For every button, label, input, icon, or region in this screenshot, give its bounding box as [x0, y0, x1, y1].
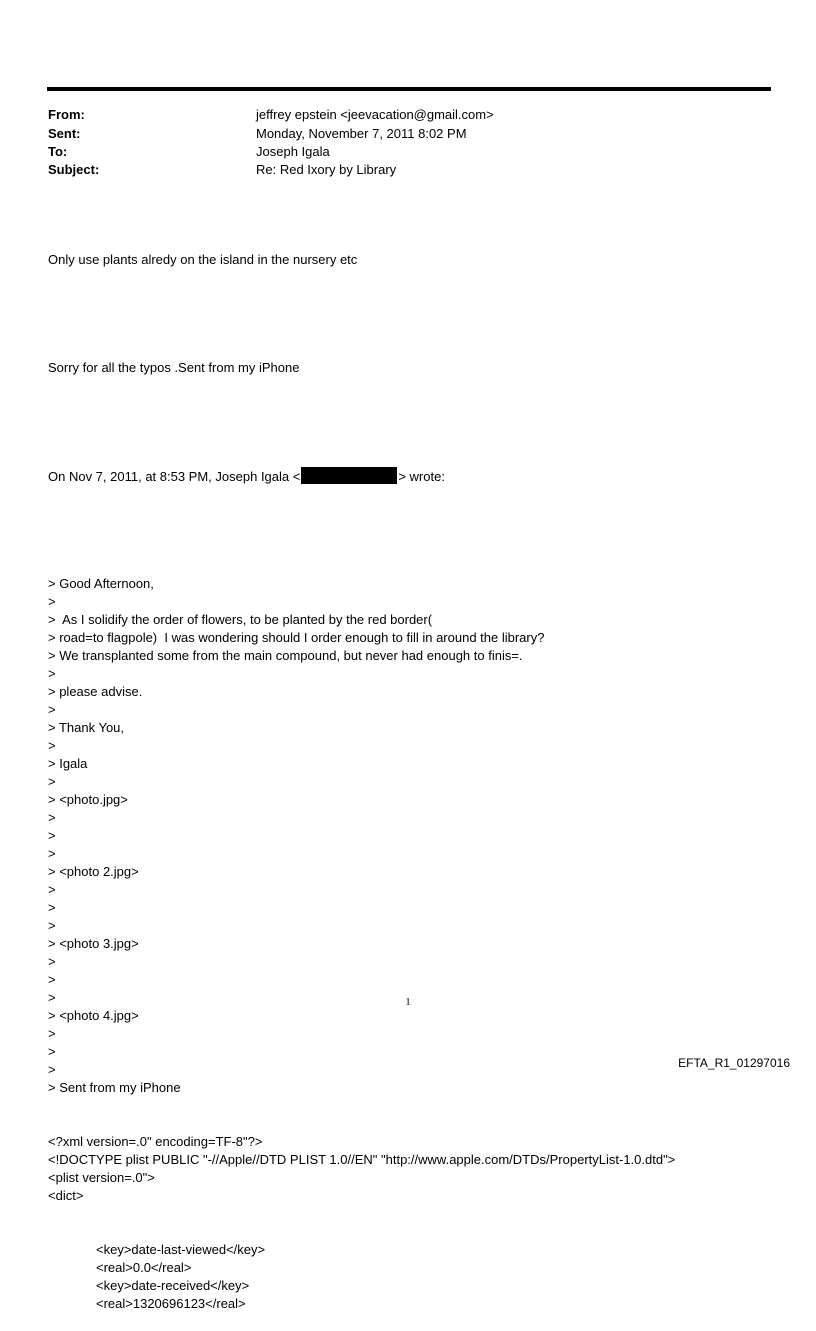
xml-line: <!DOCTYPE plist PUBLIC "-//Apple//DTD PLIST 1.0//EN" "http://www.apple.com/DTDs/PropertyList-1.0.dtd"> [48, 1152, 676, 1167]
quoted-line: > [48, 666, 56, 681]
email-body [48, 215, 748, 1331]
xml-line: <real>0.0</real> [96, 1260, 192, 1275]
quoted-line: > <photo 4.jpg> [48, 1008, 139, 1023]
quoted-line: > [48, 594, 56, 609]
quoted-line: > [48, 882, 56, 897]
wrote-prefix: On Nov 7, 2011, at 8:53 PM, Joseph Igala < [48, 469, 301, 484]
quoted-line: > [48, 918, 56, 933]
quoted-line: > Good Afternoon, [48, 576, 154, 591]
redaction-box [301, 467, 397, 484]
from-label: From: [48, 107, 85, 122]
quoted-line: > Igala [48, 756, 88, 771]
xml-line: <dict> [48, 1188, 84, 1203]
quoted-line: > [48, 738, 56, 753]
quoted-line: > We transplanted some from the main compound, but never had enough to finis=. [48, 648, 523, 663]
wrote-line [48, 467, 748, 485]
quoted-line: > [48, 990, 56, 1005]
quoted-line: > [48, 774, 56, 789]
to-label: To: [48, 144, 68, 159]
xml-line: <real>1320696123</real> [96, 1296, 246, 1311]
quoted-line: > As I solidify the order of flowers, to be planted by the red border( [48, 612, 433, 627]
quoted-message [48, 575, 748, 1097]
xml-dict-entries [48, 1241, 748, 1313]
quoted-line: > [48, 810, 56, 825]
sent-value: Monday, November 7, 2011 8:02 PM [256, 126, 467, 141]
bates-number: EFTA_R1_01297016 [678, 1056, 790, 1070]
quoted-line: > road=to flagpole) I was wondering should I order enough to fill in around the library? [48, 630, 545, 645]
xml-line: <key>date-last-viewed</key> [96, 1242, 266, 1257]
body-line-1: Only use plants alredy on the island in the nursery etc [48, 252, 358, 267]
header-rule [47, 87, 771, 91]
quoted-line: > [48, 702, 56, 717]
quoted-line: > [48, 1026, 56, 1041]
xml-line: <?xml version=.0" encoding=TF-8"?> [48, 1134, 263, 1149]
quoted-line: > <photo 2.jpg> [48, 864, 139, 879]
sent-label: Sent: [48, 126, 81, 141]
subject-value: Re: Red Ixory by Library [256, 162, 397, 177]
quoted-line: > please advise. [48, 684, 143, 699]
xml-line: <plist version=.0"> [48, 1170, 155, 1185]
quoted-line: > <photo.jpg> [48, 792, 128, 807]
from-value: jeffrey epstein <jeevacation@gmail.com> [256, 107, 494, 122]
quoted-line: > [48, 846, 56, 861]
xml-block [48, 1133, 748, 1205]
quoted-line: > [48, 1044, 56, 1059]
body-line-2: Sorry for all the typos .Sent from my iPhone [48, 360, 300, 375]
wrote-suffix: > wrote: [398, 469, 445, 484]
quoted-line: > <photo 3.jpg> [48, 936, 139, 951]
quoted-line: > [48, 972, 56, 987]
page-number: 1 [405, 996, 411, 1008]
quoted-line: > Thank You, [48, 720, 125, 735]
quoted-line: > [48, 828, 56, 843]
quoted-line: > [48, 1062, 56, 1077]
quoted-line: > Sent from my iPhone [48, 1080, 181, 1095]
xml-line: <key>date-received</key> [96, 1278, 250, 1293]
to-value: Joseph Igala [256, 144, 330, 159]
quoted-line: > [48, 900, 56, 915]
subject-label: Subject: [48, 162, 100, 177]
quoted-line: > [48, 954, 56, 969]
